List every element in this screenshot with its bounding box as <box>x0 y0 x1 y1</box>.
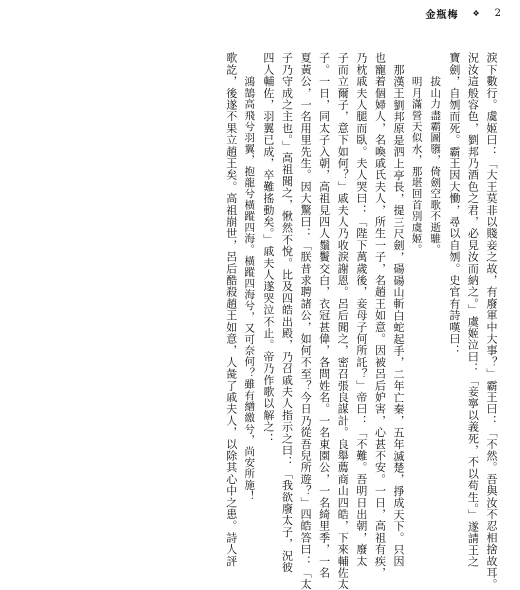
text-column: 歌訖，後遂不果立趙王矣。高祖崩世，呂后酷殺趙王如意，人彘了戚夫人，以除其心中之患。詩人評 <box>224 52 238 567</box>
page-number: 2 <box>494 8 502 19</box>
text-column: 也寵着個婦人，名喚戚氏夫人，所生一子，名趙王如意。因被呂后妒害，心甚不安。一日，高祖有疾， <box>373 52 387 579</box>
text-column: 四人輔佐，羽翼已成，卒難搖動矣。」戚夫人遂哭泣不止。帝乃作歌以解之： <box>261 52 275 445</box>
poem-line: 明月滿營天似水，那堪回首別虞姬。 <box>410 76 423 256</box>
text-column: 乃枕戚夫人腿而臥。夫人哭曰：「陛下萬歲後，妾母子何所託？」帝曰：「不難。吾明日出朝，廢太 <box>354 52 368 567</box>
text-column: 子。一日，同太子入朝，高祖見四人鬚鬢交白，衣冠甚偉，各問姓名。一名東園公，一名綺里季，一名 <box>317 52 331 579</box>
vertical-text-body <box>18 52 500 590</box>
text-column: 夏黃公，一名用里先生。因大驚曰：「朕昔求聘諸公，如何不至？今日乃從吾兒所遊？」四皓答曰：「太 <box>299 52 313 590</box>
text-column: 子而立爾子，意下如何？」戚夫人乃收淚謝恩。呂后聞之，密召張良謀計。良舉薦商山四皓，下來輔佐太 <box>336 52 350 590</box>
text-column: 寶劍，自刎而死。霸王因大慟，尋以自刎。史官有詩嘆曰： <box>447 52 461 357</box>
book-title: 金瓶梅 <box>425 10 459 21</box>
text-column: 子乃守成之主也。」高祖聞之，愀然不悅。比及四皓出殿，乃召戚夫人指示之曰：「我欲廢太子，況彼 <box>280 52 294 573</box>
text-column: 淚下數行。虞姬曰：「大王莫非以賤妾之故，有廢軍中大事？」霸王曰：「不然。吾與汝不忍相捨故耳。 <box>485 52 498 590</box>
text-column: 那漢王劉邦原是泗上亭長，提三尺劍，碭碭山斬白蛇起手，二年亡秦，五年滅楚，掙成天下。只因 <box>392 64 406 568</box>
poem-line: 鴻鵠高飛兮羽翼，抱龍兮橫蹤四海。橫蹤四海兮，又可奈何？雖有繒繳兮，尚安所施！ <box>243 76 256 502</box>
running-header <box>425 6 502 21</box>
poem-line: 拔山力盡霸圖隳，倚劍空歌不逝騅。 <box>429 76 442 256</box>
ornament-icon: ❖ <box>472 9 481 18</box>
text-column: 況汝這般容色，劉邦乃酒色之君，必見汝而納之。」虞姬泣曰：「妾寧以義死，不以苟生。」遂請王之 <box>466 52 480 568</box>
